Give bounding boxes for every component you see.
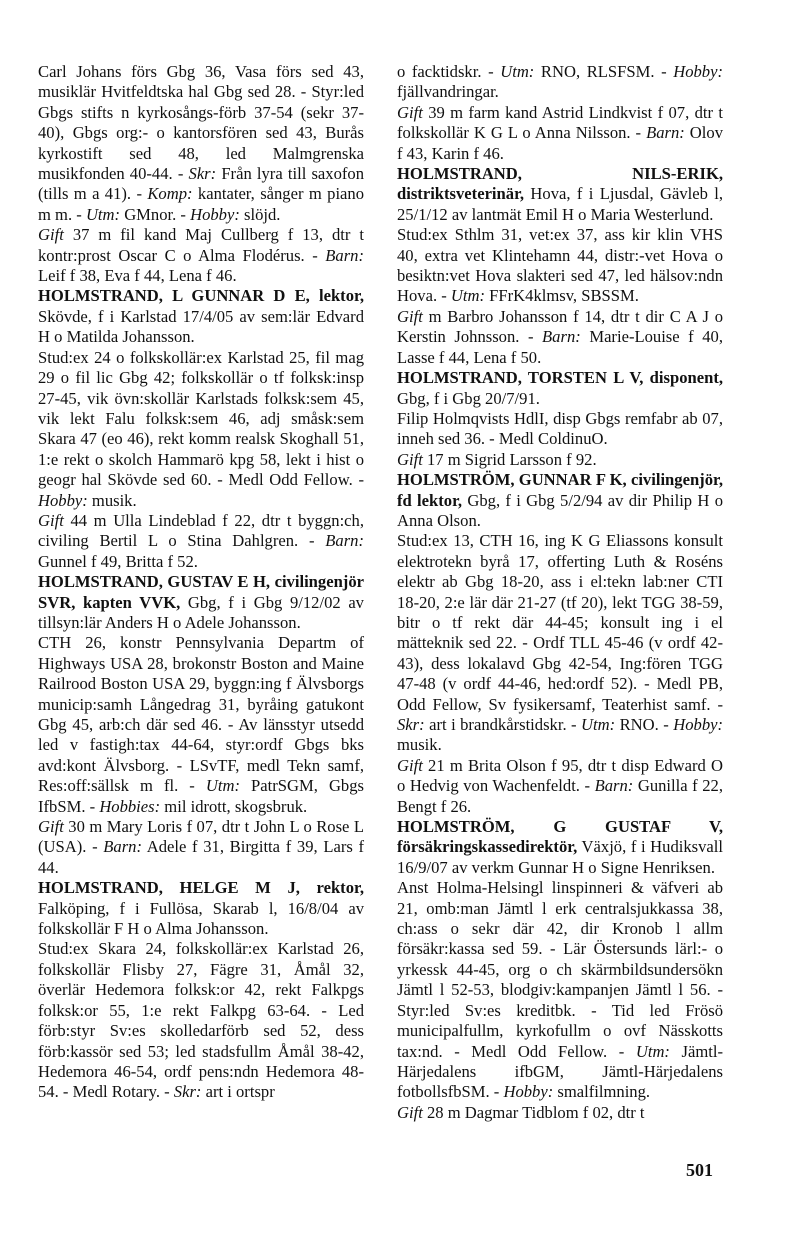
entry-text: RNO, RLSFSM. - bbox=[534, 62, 674, 81]
entry-label: Barn: bbox=[646, 123, 685, 143]
entry-label: Utm: bbox=[85, 204, 121, 224]
entry-paragraph bbox=[397, 225, 723, 307]
entry-label: Barn: bbox=[325, 245, 364, 265]
entry-label: Utm: bbox=[500, 62, 535, 81]
entry-paragraph bbox=[38, 878, 364, 939]
entry-text: Gunnel f 49, Britta f 52. bbox=[38, 551, 198, 571]
entry-paragraph bbox=[397, 756, 723, 817]
entry-text: 37 m fil kand Maj Cullberg f 13, dtr t kontr:prost Oscar C o Alma Flodérus. - bbox=[38, 225, 364, 265]
entry-text: Stud:ex 13, CTH 16, ing K G Eliassons konsult elektrotekn byrå 17, offerting Luth & Roséns elektr ab Gbg 18-20, ass i el:tekn lab:ner CTI 18-20, 2:e lär där 21-27 (tf 20), lekt TGG 38-59, bitr o tf rekt där 44-45; konsult ing i el mätteknik sed 22. - Ordf TLL 45-46 (v ordf 42-43), dess lokalavd Gbg 42-54, Ing:fören TGG 47-48 (v ordf 44-46, hed:ordf 52). - Medl PB, Odd Fellow, Sv fysikersamf, Teaterhist samf. - bbox=[397, 531, 723, 714]
entry-label: Skr: bbox=[173, 1082, 202, 1102]
entry-paragraph bbox=[397, 878, 723, 1102]
entry-label: Skr: bbox=[397, 715, 425, 734]
entry-text: art i brandkårstidskr. - bbox=[424, 715, 582, 734]
entry-heading: HOLMSTRAND, L GUNNAR D E, lektor, bbox=[38, 286, 364, 306]
entry-text: Anst Holma-Helsingl linspinneri & väfveri ab 21, omb:man Jämtl l erk centralsjukkassa 38, ch:ass o sekr där 42, dir Kronob l allm försäkr:kassa sed 59. - Lär Östersunds lärl:- o yrkessk 44-45, org o ch skärmbildsundersökn Jämtl l 52-53, blodgiv:kampanjen Jämtl l 56. - Styr:led Sv:es kreditbk. - Tid led Frösö municipalfullm, kyrkofullm o ovf Nässkotts tax:nd. - Medl Odd Fellow. - bbox=[397, 878, 723, 1061]
entry-label: Barn: bbox=[325, 531, 364, 551]
entry-text: m Barbro Johansson f 14, dtr t dir C A J o Kerstin Johnsson. - bbox=[397, 306, 723, 347]
entry-label: Utm: bbox=[450, 286, 486, 306]
entry-text: Stud:ex Sthlm 31, vet:ex 37, ass kir klin VHS 40, extra vet Klintehamn 44, distr:-vet Hova o besiktn:vet Hova slakteri sed 47, led hälsov:ndn Hova. - bbox=[397, 225, 723, 306]
entry-label: Barn: bbox=[542, 327, 581, 347]
entry-paragraph bbox=[38, 348, 364, 511]
entry-text: musik. bbox=[397, 735, 442, 755]
entry-label: Utm: bbox=[205, 776, 240, 796]
entry-text: Adele f 31, Birgitta f 39, Lars f 44. bbox=[38, 837, 364, 877]
entry-text: Gunilla f 22, Bengt f 26. bbox=[397, 776, 723, 816]
entry-label: Gift bbox=[38, 817, 64, 837]
entry-paragraph bbox=[397, 409, 723, 450]
entry-paragraph bbox=[397, 1103, 723, 1123]
entry-label: Utm: bbox=[581, 715, 616, 734]
entry-label: Hobbies: bbox=[99, 796, 161, 816]
entry-text: RNO. - bbox=[615, 715, 674, 734]
entry-text: PatrSGM, Gbgs IfbSM. - bbox=[38, 776, 364, 816]
entry-label: Barn: bbox=[103, 837, 142, 857]
entry-text: fjällvandringar. bbox=[397, 82, 499, 102]
entry-label: Gift bbox=[397, 306, 423, 326]
entry-text: mil idrott, skogsbruk. bbox=[160, 796, 308, 816]
entry-label: Gift bbox=[397, 1102, 423, 1122]
entry-text: Hova, f i Ljusdal, Gävleb l, 25/1/12 av lantmät Emil H o Maria Westerlund. bbox=[397, 184, 723, 224]
entry-paragraph bbox=[397, 450, 723, 470]
entry-paragraph bbox=[397, 817, 723, 878]
entry-label: Barn: bbox=[594, 776, 634, 796]
entry-label: Gift bbox=[397, 102, 423, 122]
entry-text: Stud:ex 24 o folkskollär:ex Karlstad 25, fil mag 29 o fil lic Gbg 42; folkskollär o tf folksk:insp 27-45, vik övn:skollär Karlstads folksk:sem 45, vik lekt Falu folksk:sem 46, adj småsk:sem Skara 47 (eo 46), rekt komm realsk Skoghall 51, 1:e rekt o skolch Hammarö kpg 58, lekt i hist o geogr hal Skövde sed 60. - Medl Odd Fellow. - bbox=[38, 347, 364, 490]
entry-label: Gift bbox=[397, 755, 423, 775]
entry-text: Skövde, f i Karlstad 17/4/05 av sem:lär Edvard H o Matilda Johansson. bbox=[38, 306, 364, 347]
entry-heading: HOLMSTRÖM, GUNNAR F K, civilingenjör, fd lektor, bbox=[397, 470, 723, 510]
entry-label: Hobby: bbox=[503, 1082, 554, 1102]
entry-text: 44 m Ulla Lindeblad f 22, dtr t byggn:ch, civiling Bertil L o Stina Dahlgren. - bbox=[38, 510, 364, 551]
entry-text: CTH 26, konstr Pennsylvania Departm of Highways USA 28, brokonstr Boston and Maine Railrood Boston USA 29, byggn:ing f Älvsborgs municip:samh Långedrag 31, byråing gatukont Gbg 45, arb:ch där sed 46. - Av länsstyr utsedd led v fastigh:tax 44-64, styr:ordf Gbgs bks avd:kont Älvsborg. - LSvTF, medl Tekn samf, Res:off:sällsk m fl. - bbox=[38, 633, 364, 796]
entry-heading: HOLMSTRAND, TORSTEN L V, disponent, bbox=[397, 368, 723, 388]
entry-text: art i ortspr bbox=[201, 1082, 275, 1102]
entry-paragraph bbox=[38, 225, 364, 286]
entry-label: Gift bbox=[397, 449, 423, 469]
entry-text: kantater, sånger m piano m m. - bbox=[38, 184, 365, 224]
entry-paragraph bbox=[38, 62, 364, 225]
entry-text: Marie-Louise f 40, Lasse f 44, Lena f 50. bbox=[397, 327, 723, 367]
entry-text: FFrK4klmsv, SBSSM. bbox=[485, 286, 639, 306]
entry-label: Hobby: bbox=[673, 62, 723, 81]
entry-paragraph bbox=[397, 103, 723, 164]
entry-text: Gbg, f i Gbg 5/2/94 av dir Philip H o Anna Olson. bbox=[397, 490, 723, 530]
entry-text: slöjd. bbox=[239, 204, 281, 224]
entry-text: Växjö, f i Hudiksvall 16/9/07 av verkm Gunnar H o Signe Henriksen. bbox=[397, 837, 723, 877]
entry-heading: HOLMSTRAND, HELGE M J, rektor, bbox=[38, 878, 364, 898]
entry-text: Falköping, f i Fullösa, Skarab l, 16/8/04 av folkskollär F H o Alma Johansson. bbox=[38, 898, 364, 939]
entry-paragraph bbox=[38, 633, 364, 817]
entry-text: Gbg, f i Gbg 9/12/02 av tillsyn:lär Anders H o Adele Johansson. bbox=[38, 592, 364, 632]
entry-text: Leif f 38, Eva f 44, Lena f 46. bbox=[38, 266, 237, 286]
entry-text: 21 m Brita Olson f 95, dtr t disp Edward O o Hedvig von Wachenfeldt. - bbox=[397, 755, 723, 796]
entry-text: GMnor. - bbox=[120, 204, 191, 224]
entry-text: o facktidskr. - bbox=[397, 62, 501, 81]
page-number: 501 bbox=[686, 1160, 713, 1180]
entry-text: 17 m Sigrid Larsson f 92. bbox=[422, 449, 597, 469]
entry-label: Gift bbox=[38, 510, 64, 530]
entry-heading: HOLMSTRAND, NILS-ERIK, distriktsveterinär, bbox=[397, 164, 723, 204]
right-column bbox=[397, 62, 723, 1123]
entry-text: Olov f 43, Karin f 46. bbox=[397, 123, 723, 163]
entry-text: musik. bbox=[87, 490, 137, 510]
entry-paragraph bbox=[397, 368, 723, 409]
entry-paragraph bbox=[38, 286, 364, 347]
entry-paragraph bbox=[38, 939, 364, 1102]
entry-paragraph bbox=[397, 164, 723, 225]
entry-text: Jämtl-Härjedalens ifbGM, Jämtl-Härjedalens fotbollsfbSM. - bbox=[397, 1041, 723, 1102]
entry-text: Gbg, f i Gbg 20/7/91. bbox=[397, 388, 540, 408]
entry-text: smalfilmning. bbox=[553, 1082, 651, 1102]
entry-paragraph bbox=[38, 511, 364, 572]
entry-paragraph bbox=[38, 817, 364, 878]
entry-paragraph bbox=[397, 62, 723, 103]
entry-heading: HOLMSTRAND, GUSTAV E H, civilingenjör SVR, kapten VVK, bbox=[38, 572, 364, 612]
entry-label: Komp: bbox=[147, 184, 193, 204]
entry-text: 39 m farm kand Astrid Lindkvist f 07, dtr t folkskollär K G L o Anna Nilsson. - bbox=[397, 102, 723, 143]
entry-label: Gift bbox=[38, 225, 64, 245]
entry-label: Skr: bbox=[188, 164, 217, 184]
entry-label: Hobby: bbox=[190, 204, 240, 224]
entry-paragraph bbox=[397, 531, 723, 755]
left-column bbox=[38, 62, 364, 1103]
entry-label: Hobby: bbox=[673, 715, 724, 734]
entry-text: 30 m Mary Loris f 07, dtr t John L o Rose L (USA). - bbox=[38, 817, 364, 857]
entry-paragraph bbox=[397, 307, 723, 368]
entry-paragraph bbox=[397, 470, 723, 531]
entry-text: Från lyra till saxofon (tills m a 41). - bbox=[38, 164, 364, 204]
entry-text: Filip Holmqvists HdlI, disp Gbgs remfabr ab 07, inneh sed 36. - Medl ColdinuO. bbox=[397, 408, 723, 449]
entry-text: Carl Johans förs Gbg 36, Vasa förs sed 43, musiklär Hvitfeldtska hal Gbg sed 28. - Styr:led Gbgs stifts n kyrkosångs-förb 37-54 (sekr 37-40), Gbgs org:- o kantorsfören sed 43, Burås kyrkostift sed 48, led Malmgrenska musikfonden 40-44. - bbox=[38, 62, 364, 184]
entry-paragraph bbox=[38, 572, 364, 633]
entry-text: 28 m Dagmar Tidblom f 02, dtr t bbox=[422, 1102, 645, 1122]
entry-label: Utm: bbox=[635, 1041, 670, 1061]
entry-heading: HOLMSTRÖM, G GUSTAF V, försäkringskassedirektör, bbox=[397, 817, 723, 857]
entry-text: Stud:ex Skara 24, folkskollär:ex Karlstad 26, folkskollär Flisby 27, Fägre 31, Åmål 32, överlär Hedemora folksk:or 42, rekt Falkpgs folksk:or 55, 1:e rekt Falkpg 63-64. - Led förb:styr Sv:es skolledarförb sed 52, dess förb:kassör sed 53; led stadsfullm Åmål 38-42, Hedemora 46-54, ordf pens:ndn Hedemora 48-54. - Medl Rotary. - bbox=[38, 939, 364, 1102]
entry-label: Hobby: bbox=[38, 490, 88, 510]
